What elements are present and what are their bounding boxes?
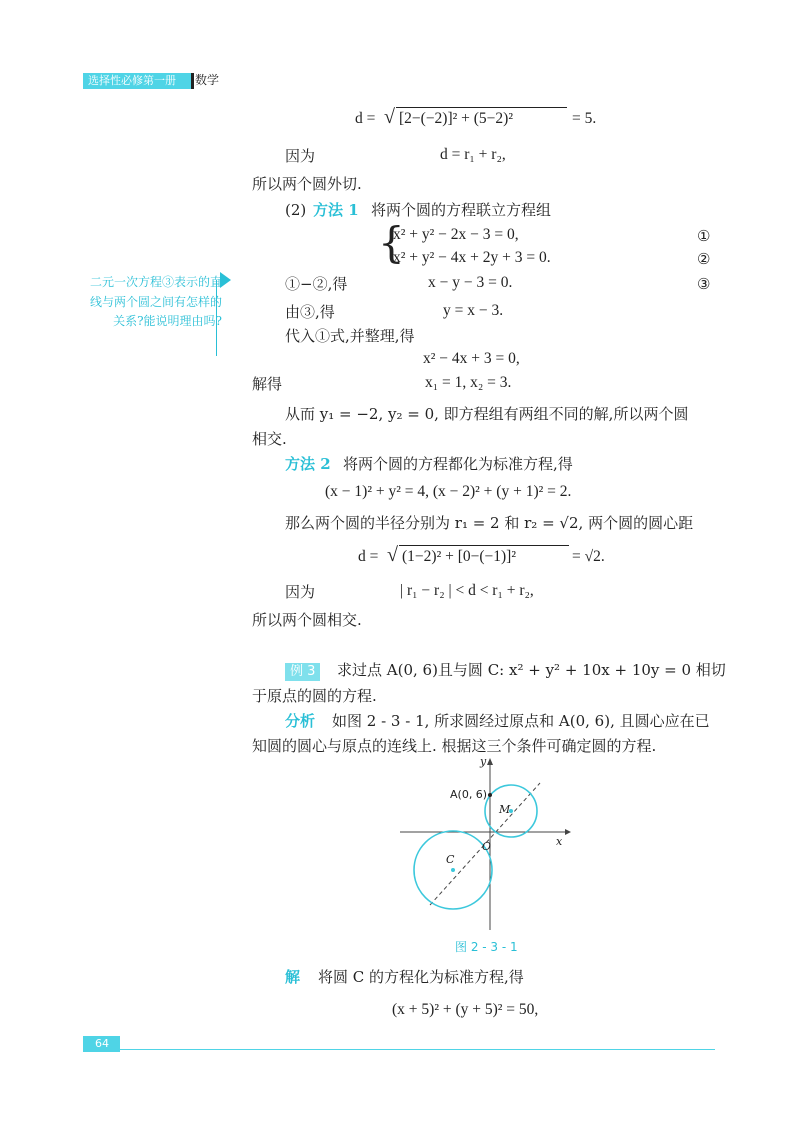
y-expression: y = x − 3.: [443, 302, 504, 319]
side-note-arrow-icon: [220, 272, 231, 288]
sqrt-bar: [396, 107, 567, 108]
label-a: A(0, 6): [450, 788, 488, 801]
eq-distance-2-result: = √2.: [572, 548, 605, 565]
footer-rule: [120, 1049, 715, 1050]
page-number: 64: [95, 1037, 109, 1050]
sqrt-2-icon: √: [387, 544, 398, 566]
sqrt-2-bar: [399, 545, 569, 546]
example-label: 例 3: [285, 660, 320, 681]
subject-label: 数学: [195, 73, 220, 87]
system-eq-1: x² + y² − 2x − 3 = 0,: [393, 226, 519, 243]
intersect-text: 相交.: [252, 430, 287, 448]
eq-distance-2-radicand: (1−2)² + [0−(−1)]²: [402, 548, 516, 565]
example-text-2: 于原点的圆的方程.: [252, 687, 377, 705]
method-2-text: 将两个圆的方程都化为标准方程,得: [343, 455, 573, 473]
label-y: y: [480, 755, 487, 768]
solution-label: 解: [285, 968, 301, 986]
line-equation: x − y − 3 = 0.: [428, 274, 513, 291]
label-x: x: [556, 835, 563, 848]
subtract-step: ①−②,得: [285, 275, 348, 293]
brace-icon: {: [378, 218, 405, 267]
label-c: C: [446, 853, 455, 866]
eq-distance-2-label: d =: [358, 548, 379, 565]
eq-distance-result: = 5.: [572, 110, 597, 127]
because-label: 因为: [285, 147, 316, 165]
book-title: 选择性必修第一册: [88, 74, 176, 87]
point-a: [488, 793, 492, 797]
label-m: M: [499, 803, 511, 816]
because-label-2: 因为: [285, 583, 316, 601]
side-note-bar: [216, 280, 217, 356]
solution-text: 将圆 C 的方程化为标准方程,得: [318, 968, 524, 986]
substitute-step: 代入①式,并整理,得: [285, 327, 415, 345]
sqrt-icon: √: [384, 106, 395, 128]
eq-distance-label: d =: [355, 110, 376, 127]
method-1-text: 将两个圆的方程联立方程组: [371, 201, 552, 219]
example-text: 求过点 A(0, 6)且与圆 C: x² + y² + 10x + 10y = 0 相切: [337, 661, 726, 679]
method-2-label: 方法 2: [285, 455, 331, 473]
point-c: [451, 868, 455, 872]
analysis-label: 分析: [285, 712, 316, 730]
quadratic-equation: x² − 4x + 3 = 0,: [423, 350, 520, 367]
solve-label: 解得: [252, 375, 283, 393]
label-o: O: [482, 840, 492, 853]
y-solutions-text: 从而 y₁ = −2, y₂ = 0, 即方程组有两组不同的解,所以两个圆: [285, 405, 689, 423]
part-number: (2): [285, 201, 307, 219]
standard-forms: (x − 1)² + y² = 4, (x − 2)² + (y + 1)² = 2.: [325, 483, 572, 500]
side-note: 二元一次方程③表示的直线与两个圆之间有怎样的关系?能说明理由吗?: [89, 275, 222, 328]
y-axis-arrow-icon: [487, 758, 493, 765]
marker-2: ②: [697, 250, 711, 268]
method-1-label: 方法 1: [313, 201, 359, 219]
x-axis-arrow-icon: [565, 829, 571, 835]
analysis-text: 如图 2 - 3 - 1, 所求圆经过原点和 A(0, 6), 且圆心应在已: [332, 712, 710, 730]
header-divider: [191, 73, 194, 89]
radii-text: 那么两个圆的半径分别为 r₁ = 2 和 r₂ = √2, 两个圆的圆心距: [285, 514, 694, 532]
inequality: | r₁ − r₂ | < d < r₁ + r₂,: [400, 582, 534, 599]
figure-caption: 图 2 - 3 - 1: [455, 940, 518, 954]
marker-3: ③: [697, 275, 711, 293]
analysis-text-2: 知圆的圆心与原点的连线上. 根据这三个条件可确定圆的方程.: [252, 737, 657, 755]
solution-equation: (x + 5)² + (y + 5)² = 50,: [392, 1001, 539, 1018]
from-3-step: 由③,得: [285, 303, 335, 321]
eq-tangent-condition: d = r₁ + r₂,: [440, 146, 506, 163]
system-eq-2: x² + y² − 4x + 2y + 3 = 0.: [393, 249, 551, 266]
conclusion-external: 所以两个圆外切.: [252, 175, 362, 193]
eq-distance-radicand: [2−(−2)]² + (5−2)²: [399, 110, 513, 127]
conclusion-intersect: 所以两个圆相交.: [252, 611, 362, 629]
marker-1: ①: [697, 227, 711, 245]
x-solutions: x₁ = 1, x₂ = 3.: [425, 374, 512, 391]
